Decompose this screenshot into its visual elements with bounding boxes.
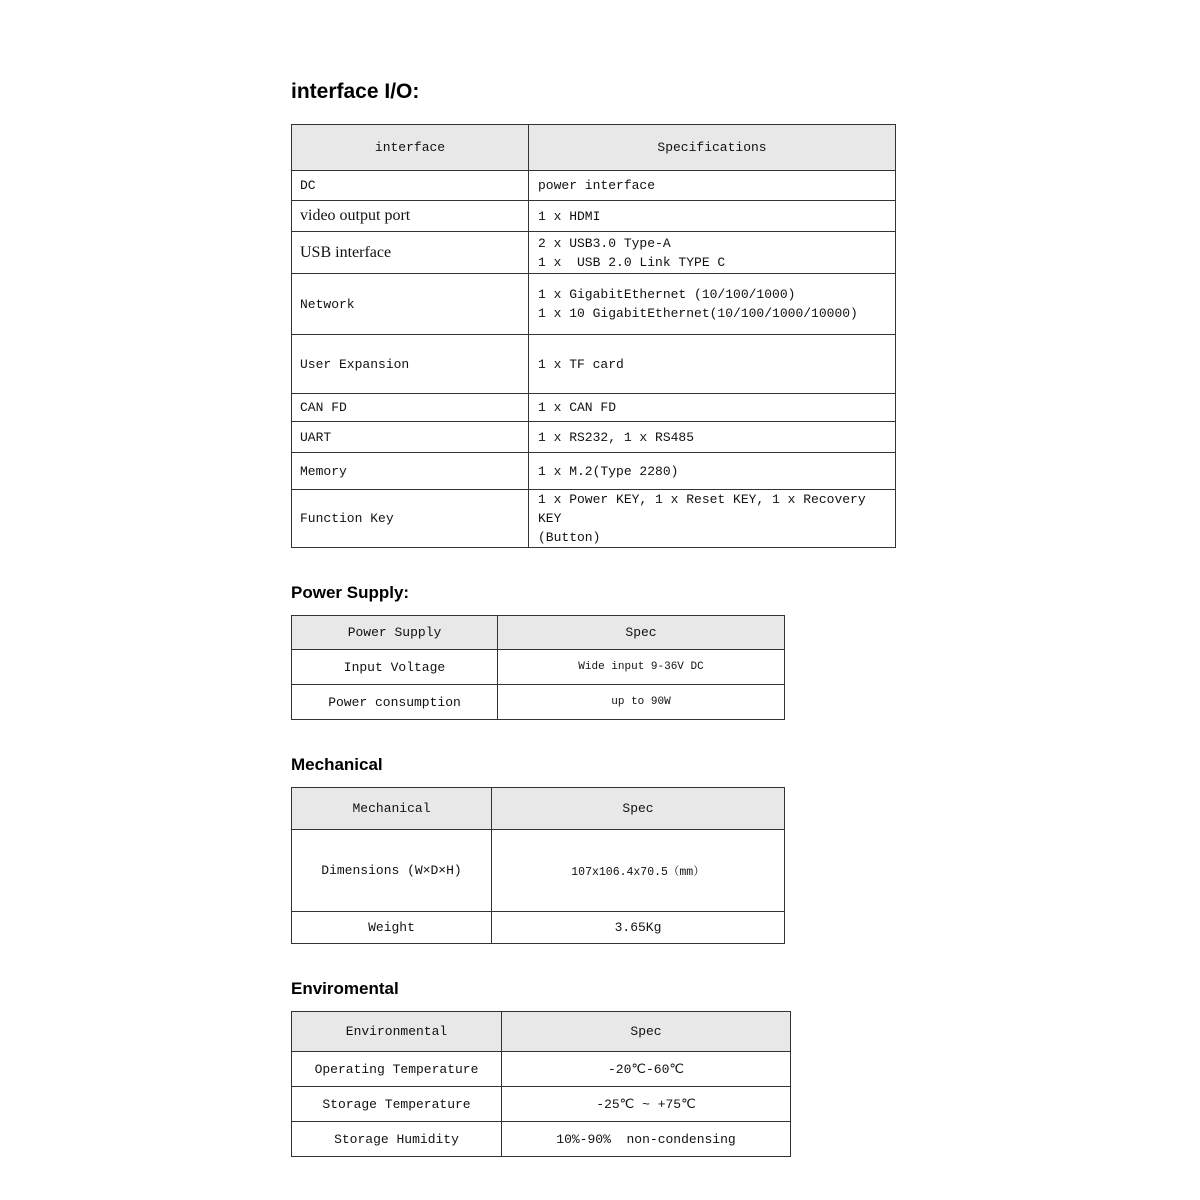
- environmental-table: [291, 1011, 791, 1157]
- table-row-user-expansion: [292, 335, 896, 394]
- row-spec: [529, 201, 896, 232]
- mechanical-header-spec: Spec: [492, 788, 785, 830]
- section-heading-environmental: Enviromental: [291, 979, 399, 998]
- row-spec: [529, 335, 896, 394]
- power-header-label: Power Supply: [292, 616, 498, 650]
- spec-line: 1 x USB 2.0 Link TYPE C: [538, 254, 726, 270]
- environmental-header-spec: Spec: [502, 1012, 791, 1052]
- table-row-network: [292, 274, 896, 335]
- mechanical-table: [291, 787, 785, 944]
- row-spec: Wide input 9-36V DC: [498, 650, 785, 685]
- row-label: Function Key: [292, 490, 529, 548]
- spec-line: 1 x GigabitEthernet (10/100/1000): [538, 287, 796, 302]
- row-label: UART: [292, 422, 529, 453]
- table-row-memory: [292, 453, 896, 490]
- io-header-specifications: Specifications: [529, 125, 896, 171]
- table-row-can-fd: [292, 394, 896, 422]
- interface-io-table: [291, 124, 896, 548]
- table-row-power-consumption: [292, 685, 785, 720]
- spec-line: 1 x 10 GigabitEthernet(10/100/1000/10000): [538, 306, 858, 321]
- row-label: Power consumption: [292, 685, 498, 720]
- row-spec: -25℃ ~ +75℃: [502, 1087, 791, 1122]
- row-label: USB interface: [292, 232, 529, 274]
- spec-line: 2 x USB3.0 Type-A: [538, 235, 671, 251]
- environmental-header-label: Environmental: [292, 1012, 502, 1052]
- table-row-uart: [292, 422, 896, 453]
- table-row-function-key: [292, 490, 896, 548]
- row-label: CAN FD: [292, 394, 529, 422]
- row-label: Operating Temperature: [292, 1052, 502, 1087]
- row-label: Dimensions (W×D×H): [292, 830, 492, 912]
- table-row-dc: [292, 171, 896, 201]
- row-spec: [529, 232, 896, 274]
- row-label: DC: [292, 171, 529, 201]
- spec-line: 1 x RS232, 1 x RS485: [538, 429, 695, 445]
- row-spec: [529, 274, 896, 335]
- table-row-storage-temperature: [292, 1087, 791, 1122]
- spec-line: 1 x M.2(Type 2280): [538, 463, 679, 479]
- table-row-dimensions: [292, 830, 785, 912]
- spec-line: 1 x Power KEY, 1 x Reset KEY, 1 x Recovery KEY: [538, 492, 874, 526]
- spec-line: 1 x CAN FD: [538, 400, 617, 415]
- io-header-interface: interface: [292, 125, 529, 171]
- row-label: Storage Temperature: [292, 1087, 502, 1122]
- row-label: Input Voltage: [292, 650, 498, 685]
- row-spec: -20℃-60℃: [502, 1052, 791, 1087]
- section-heading-interface-io: interface I/O:: [291, 80, 420, 103]
- row-spec: 107x106.4x70.5（mm）: [492, 830, 785, 912]
- row-label: Memory: [292, 453, 529, 490]
- table-row-video-output: [292, 201, 896, 232]
- table-row-storage-humidity: [292, 1122, 791, 1157]
- mechanical-header-row: [292, 788, 785, 830]
- spec-line: (Button): [538, 530, 601, 545]
- mechanical-header-label: Mechanical: [292, 788, 492, 830]
- row-label: User Expansion: [292, 335, 529, 394]
- row-spec: [529, 422, 896, 453]
- row-spec: 10%-90% non-condensing: [502, 1122, 791, 1157]
- row-label: Weight: [292, 912, 492, 944]
- row-label: Storage Humidity: [292, 1122, 502, 1157]
- row-label: Network: [292, 274, 529, 335]
- table-row-usb-interface: [292, 232, 896, 274]
- row-label: video output port: [292, 201, 529, 232]
- row-spec: [529, 453, 896, 490]
- row-spec: 3.65Kg: [492, 912, 785, 944]
- section-heading-power-supply: Power Supply:: [291, 583, 410, 602]
- row-spec: up to 90W: [498, 685, 785, 720]
- spec-line: 1 x TF card: [538, 356, 624, 372]
- io-header-row: [292, 125, 896, 171]
- table-row-operating-temperature: [292, 1052, 791, 1087]
- environmental-header-row: [292, 1012, 791, 1052]
- spec-line: 1 x HDMI: [538, 208, 601, 224]
- power-header-spec: Spec: [498, 616, 785, 650]
- row-spec: [529, 171, 896, 201]
- power-header-row: [292, 616, 785, 650]
- table-row-weight: [292, 912, 785, 944]
- table-row-input-voltage: [292, 650, 785, 685]
- power-supply-table: [291, 615, 785, 720]
- row-spec: [529, 394, 896, 422]
- section-heading-mechanical: Mechanical: [291, 755, 383, 774]
- spec-line: power interface: [538, 178, 656, 193]
- row-spec: [529, 490, 896, 548]
